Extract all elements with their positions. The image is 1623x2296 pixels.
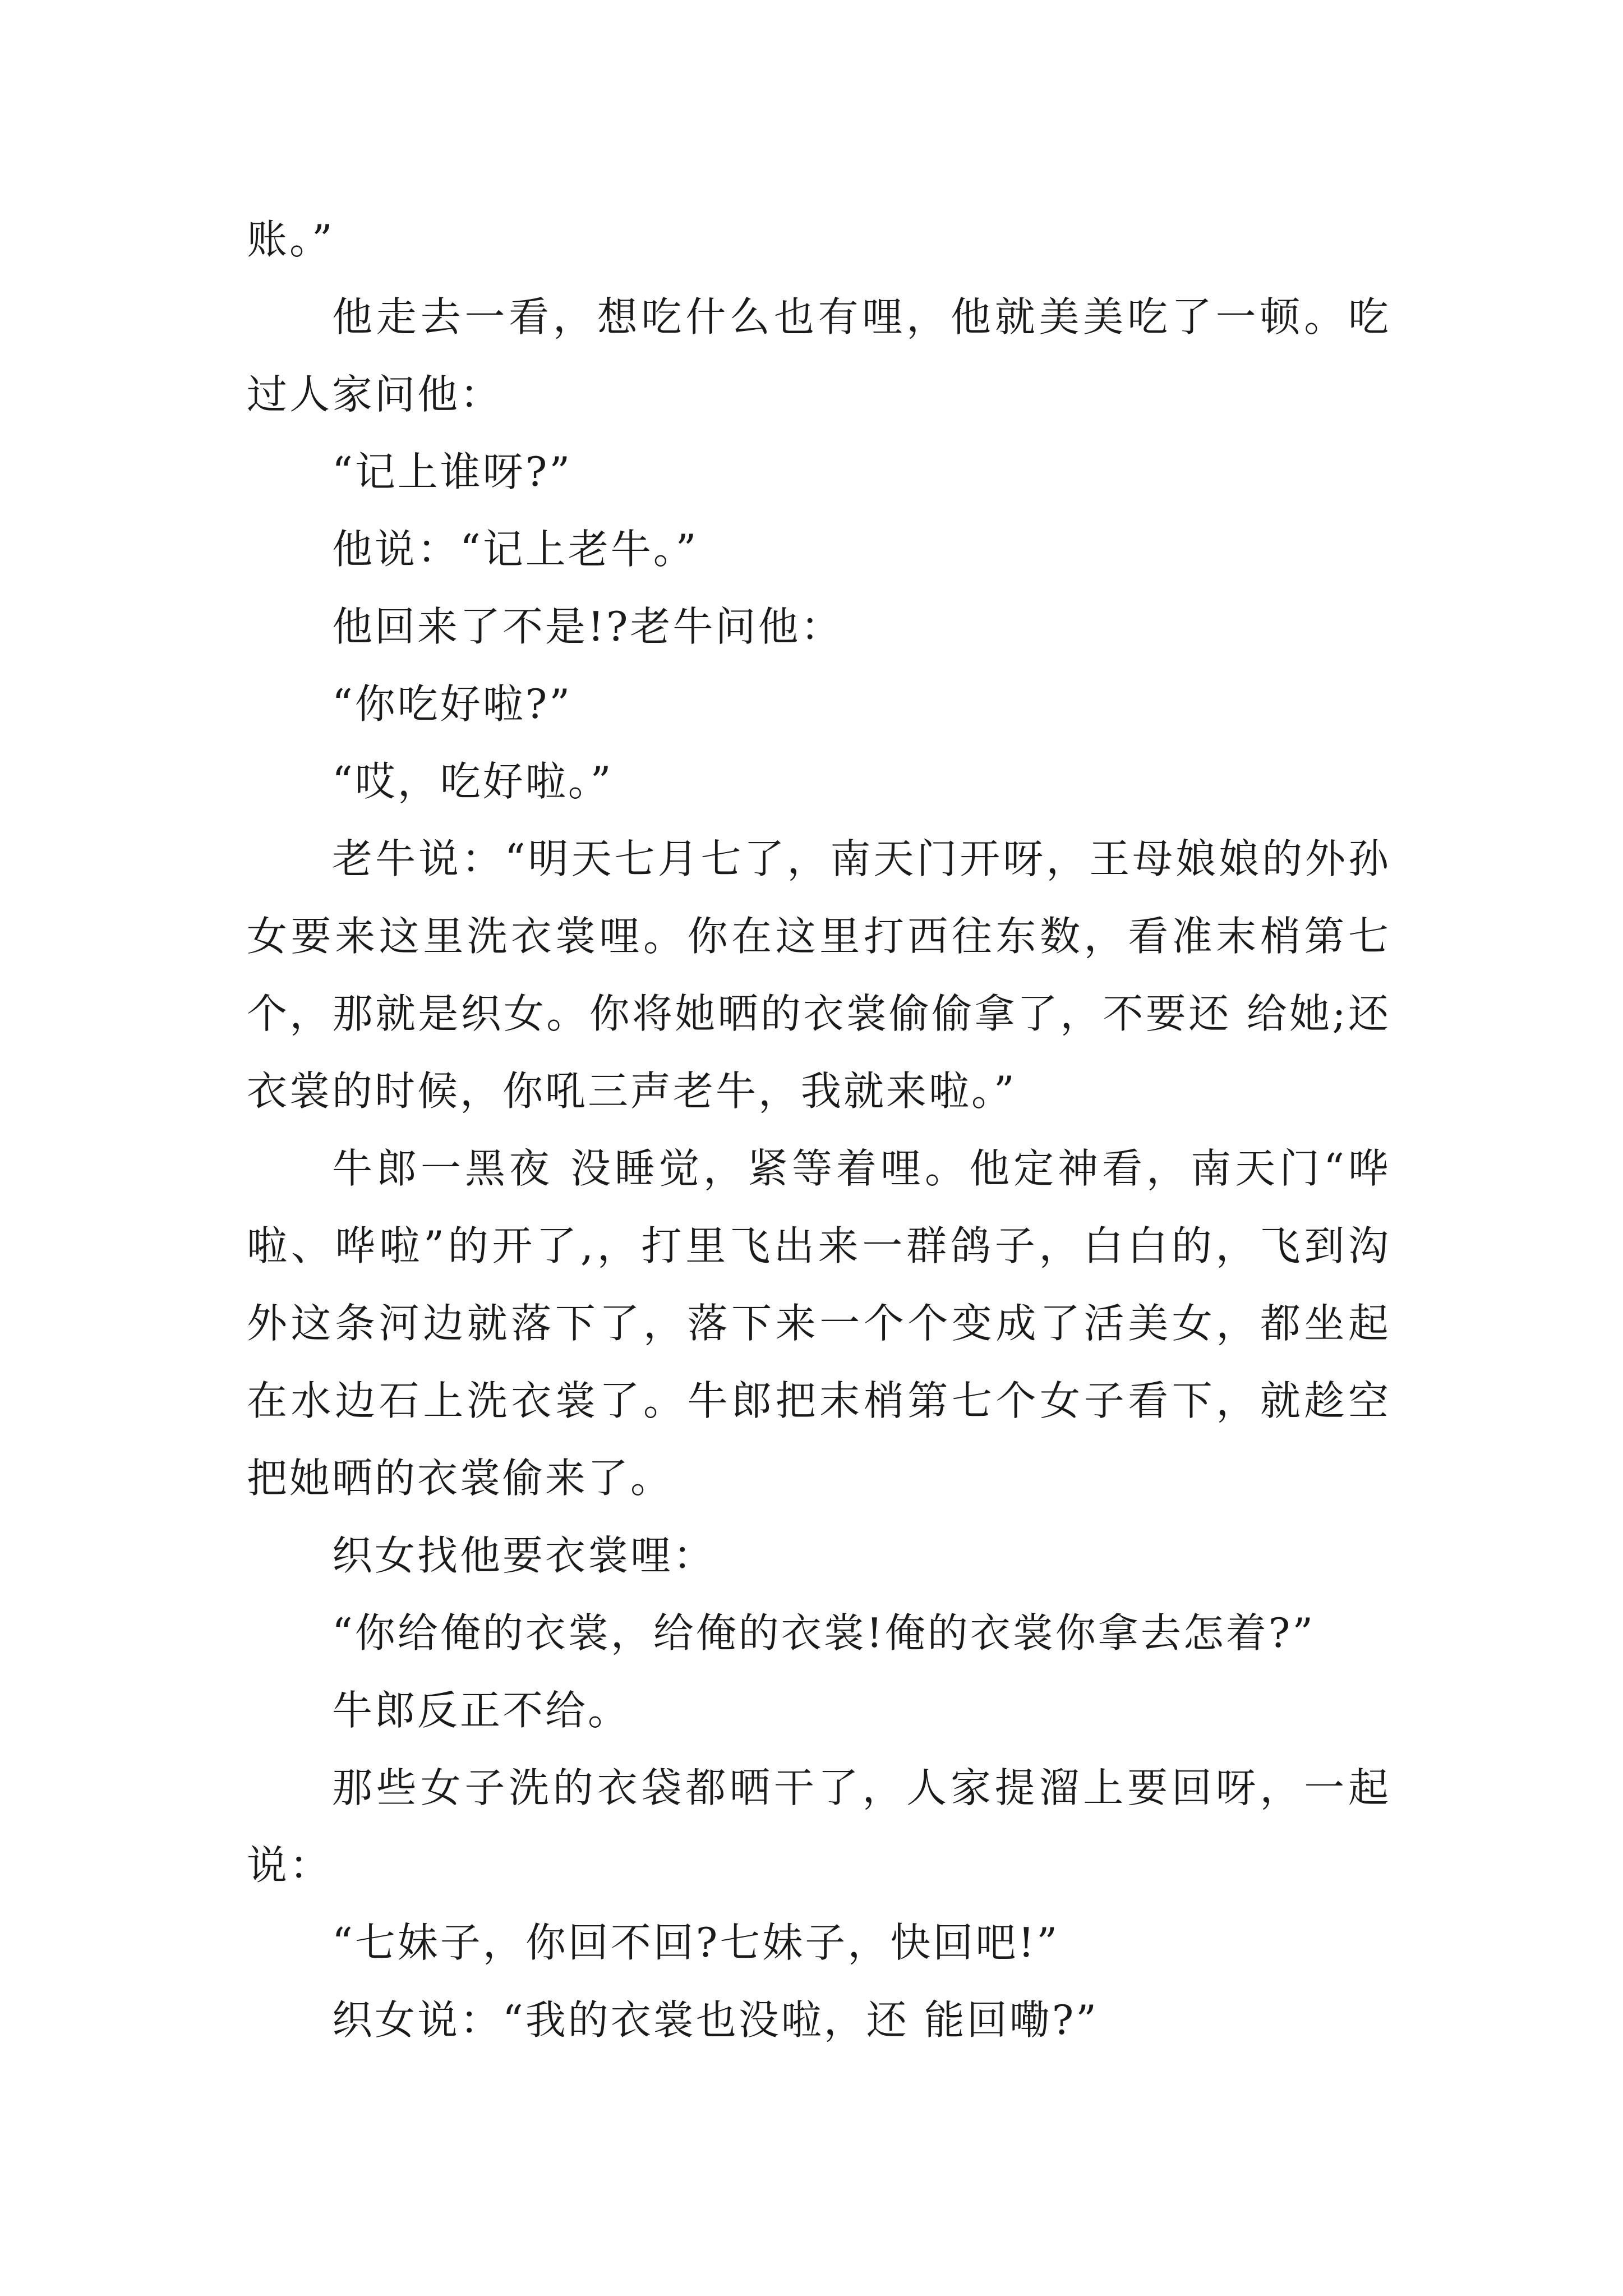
paragraph: “哎，吃好啦。” bbox=[332, 758, 614, 805]
paragraph: 他走去一看，想吃什么也有哩，他就美美吃了一顿。吃过人家问他： bbox=[247, 293, 1391, 418]
paragraph: 牛郎一黑夜 没睡觉，紧等着哩。他定神看，南天门“哗啦、哗啦”的开了,，打里飞出来一群鸽子，白白的，飞到沟外这条河边就落下了，落下来一个个变成了活美女，都坐起在水边石上洗衣裳了。牛郎把末梢第七个女子看下，就趁空把她晒的衣裳偷来了。 bbox=[247, 1145, 1391, 1502]
paragraph: “记上谁呀?” bbox=[332, 448, 573, 495]
paragraph: 织女找他要衣裳哩： bbox=[332, 1532, 716, 1579]
paragraph: “你给俺的衣裳，给俺的衣裳!俺的衣裳你拿去怎着?” bbox=[332, 1609, 1316, 1657]
paragraph: “你吃好啦?” bbox=[332, 680, 573, 728]
paragraph: 他回来了不是!?老牛问他： bbox=[332, 603, 843, 650]
paragraph: “七妹子，你回不回?七妹子，快回吧!” bbox=[332, 1919, 1060, 1966]
paragraph: 老牛说：“明天七月七了，南天门开呀，王母娘娘的外孙女要来这里洗衣裳哩。你在这里打西往东数，看准末梢第七个，那就是织女。你将她晒的衣裳偷偷拿了，不要还 给她;还 衣裳的时候，你吼三声老牛，我就来啦。” bbox=[247, 835, 1406, 1115]
paragraph: 账。” bbox=[247, 216, 335, 263]
paragraph: 牛郎反正不给。 bbox=[332, 1687, 631, 1734]
paragraph: 那些女子洗的衣袋都晒干了，人家提溜上要回呀，一起说： bbox=[247, 1764, 1391, 1889]
paragraph: 织女说：“我的衣裳也没啦，还 能回嘞?” bbox=[332, 1996, 1099, 2044]
story-text bbox=[247, 201, 1406, 2059]
paragraph: 他说：“记上老牛。” bbox=[332, 526, 699, 573]
